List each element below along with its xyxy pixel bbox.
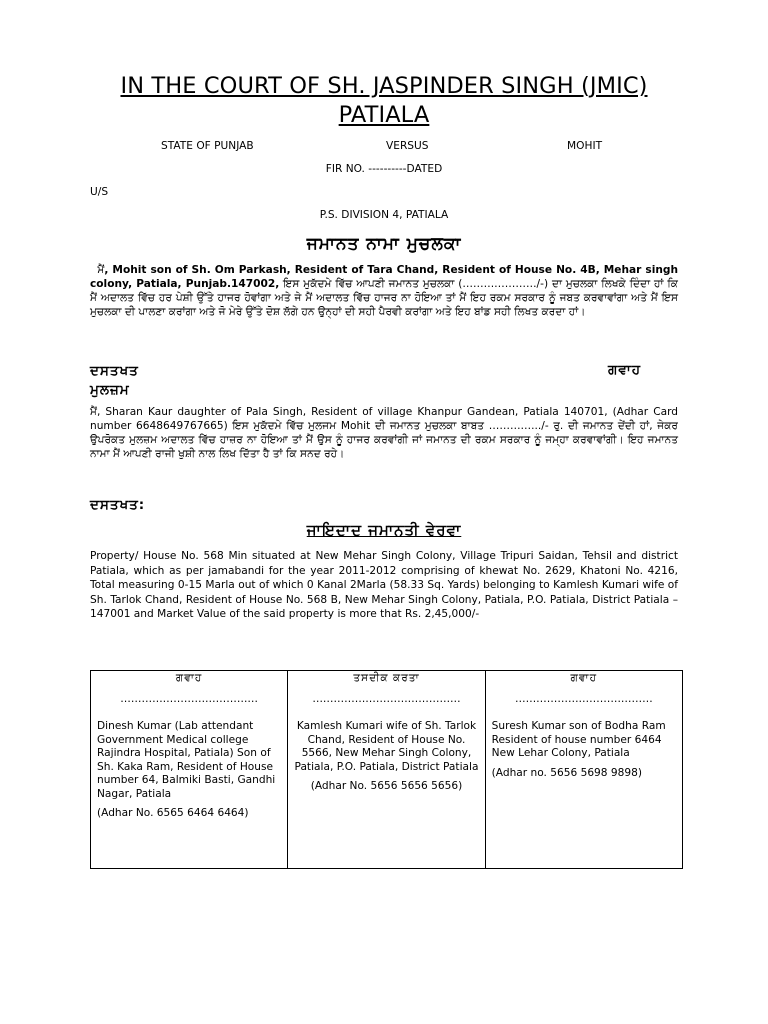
accused-bond-text: ਇਸ ਮੁਕੱਦਮੇ ਵਿੱਚ ਆਪਣੀ ਜਮਾਨਤ ਮੁਚਲਕਾ (…………………/-) ਦਾ ਮੁਚਲਕਾ ਲਿਖਕੇ ਦਿੰਦਾ ਹਾਂ ਕਿ ਮੈਂ ਅਦਾਲਤ ਵਿੱਚ ਹਰ ਪੇਸ਼ੀ ਉੱਤੇ ਹਾਜਰ ਹੋਵਾਂਗਾ ਅਤੇ ਜੇ ਮੈਂ ਅਦਾਲਤ ਵਿੱਚ ਹਾਜਰ ਨਾ ਹੋਇਆ ਤਾਂ ਮੈਂ ਇਹ ਰਕਮ ਸਰਕਾਰ ਨੂੰ ਜਬਤ ਕਰਵਾਵਾਂਗਾ ਅਤੇ ਮੈਂ ਇਸ ਮੁਚਲਕਾ ਦੀ ਪਾਲਣਾ ਕਰਾਂਗਾ ਅਤੇ ਜੋ ਮੇਰੇ ਉੱਤੇ ਦੋਸ਼ ਲੱਗੇ ਹਨ ਉਨ੍ਹਾਂ ਦੀ ਸਹੀ ਪੈਰਵੀ ਕਰਾਂਗਾ ਅਤੇ ਇਹ ਬਾਂਡ ਸਹੀ ਲਿਖਤ ਕਰਦਾ ਹਾਂ। xyxy=(90,278,678,318)
witness-1-adhar: (Adhar No. 6565 6464 6464) xyxy=(97,807,249,819)
witness-3-adhar: (Adhar no. 5656 5698 9898) xyxy=(491,766,642,779)
surety-lead: ਮੈਂ xyxy=(90,406,97,418)
property-heading: ਜਾਇਦਾਦ ਜਮਾਨਤੀ ਵੇਰਵਾ xyxy=(306,521,462,539)
witness-3-signature-line: ………………………………… xyxy=(514,692,653,705)
surety-paragraph xyxy=(90,405,678,461)
accused-signature-label xyxy=(90,362,150,400)
accused-bond-identity: , Mohit son of Sh. Om Parkash, Resident of Tara Chand, Resident of House No. 4B, Mehar singh colony, Patiala, Punjab.147002, xyxy=(90,264,678,290)
case-parties xyxy=(0,140,768,154)
witness-2-adhar: (Adhar No. 5656 5656 5656) xyxy=(310,780,463,792)
witness-table xyxy=(90,670,683,869)
accused-signature-text: ਦਸਤਖਤ ਮੁਲਜ਼ਮ xyxy=(90,363,139,398)
witness-2-signature-line: …………………………………… xyxy=(312,692,461,705)
party-accused: MOHIT xyxy=(567,140,603,152)
court-title-line2: PATIALA xyxy=(338,102,430,128)
witness-1-heading: ਗਵਾਹ xyxy=(175,672,203,684)
witness-3-details: Suresh Kumar son of Bodha Ram Resident of house number 6464 New Lehar Colony, Patiala xyxy=(491,720,666,759)
witness-2-details: Kamlesh Kumari wife of Sh. Tarlok Chand, Resident of House No. 5566, New Mehar Singh Colony, Patiala, P.O. Patiala, District Patiala xyxy=(294,720,479,773)
witness-2-heading: ਤਸਦੀਕ ਕਰਤਾ xyxy=(353,672,420,684)
surety-signature-label: ਦਸਤਖਤ: xyxy=(90,497,146,513)
versus-label: VERSUS xyxy=(386,140,429,152)
party-state: STATE OF PUNJAB xyxy=(161,140,254,152)
witness-cell-3 xyxy=(485,671,682,869)
fir-number: FIR NO. ----------DATED xyxy=(325,163,443,175)
under-section: U/S xyxy=(90,186,109,198)
accused-bond-paragraph xyxy=(90,263,678,319)
police-station: P.S. DIVISION 4, PATIALA xyxy=(319,209,449,221)
court-title-line1: IN THE COURT OF SH. JASPINDER SINGH (JMIC) xyxy=(120,73,648,99)
document-heading: ਜਮਾਨਤ ਨਾਮਾ ਮੁਚਲਕਾ xyxy=(306,234,462,254)
witness-row xyxy=(91,671,683,869)
witness-1-details: Dinesh Kumar (Lab attendant Government Medical college Rajindra Hospital, Patiala) Son of Sh. Kaka Ram, Resident of House number 64, Balmiki Basti, Gandhi Nagar, Patiala xyxy=(97,720,276,800)
property-description: Property/ House No. 568 Min situated at New Mehar Singh Colony, Village Tripuri Saidan, Tehsil and district Patiala, which as per jamabandi for the year 2011-2012 comprising of khewat No. 2629, Khatoni No. 4216, Total measuring 0-15 Marla out of which 0 Kanal 2Marla (58.33 Sq. Yards) belonging to Kamlesh Kumari wife of Sh. Tarlok Chand, Resident of House No. 568 B, New Mehar Singh Colony, Patiala, P.O. Patiala, District Patiala – 147001 and Market Value of the said property is more that Rs. 2,45,000/- xyxy=(90,550,678,621)
surety-text: , Sharan Kaur daughter of Pala Singh, Resident of village Khanpur Gandean, Patiala 140701, (Adhar Card number 6648649767665) ਇਸ ਮੁਕੱਦਮੇ ਵਿੱਚ ਮੁਲਜਮ Mohit ਦੀ ਜਮਾਨਤ ਮੁਚਲਕਾ ਬਾਬਤ ………….../- ਰੁ. ਦੀ ਜਮਾਨਤ ਦੇਂਦੀ ਹਾਂ, ਜੇਕਰ ਉਪਰੋਕਤ ਮੁਲਜ਼ਮ ਅਦਾਲਤ ਵਿੱਚ ਹਾਜ਼ਰ ਨਾ ਹੋਇਆ ਤਾਂ ਮੈਂ ਉਸ ਨੂੰ ਹਾਜਰ ਕਰਵਾਂਗੀ ਜਾਂ ਜਮਾਨਤ ਦੀ ਰਕਮ ਸਰਕਾਰ ਨੂੰ ਜਮ੍ਹਾ ਕਰਵਾਵਾਂਗੀ। ਇਹ ਜਮਾਨਤ ਨਾਮਾ ਮੈਂ ਆਪਣੀ ਰਾਜੀ ਖੁਸ਼ੀ ਨਾਲ ਲਿਖ ਦਿੱਤਾ ਹੈ ਤਾਂ ਕਿ ਸਨਦ ਰਹੇ। xyxy=(90,406,678,460)
accused-bond-lead: ਮੈਂ xyxy=(97,264,105,276)
witness-1-signature-line: ………………………………… xyxy=(120,692,259,705)
witness-label: ਗਵਾਹ xyxy=(608,362,641,378)
witness-cell-2 xyxy=(288,671,485,869)
court-title xyxy=(90,72,678,130)
witness-cell-1 xyxy=(91,671,288,869)
witness-3-heading: ਗਵਾਹ xyxy=(570,672,598,684)
